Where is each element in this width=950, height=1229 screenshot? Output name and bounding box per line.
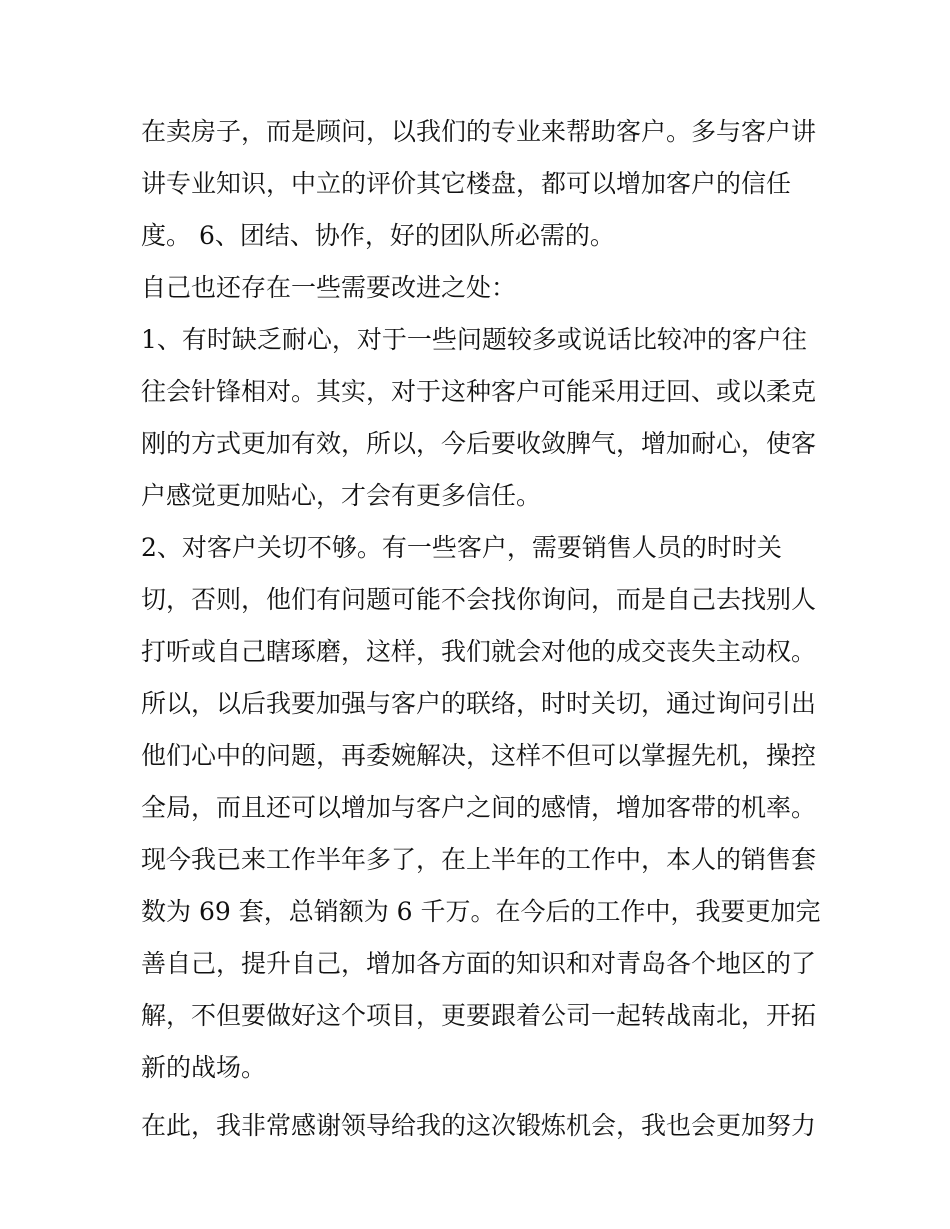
text-line: 数为 69 套，总销额为 6 千万。在今后的工作中，我要更加完 — [141, 897, 821, 926]
text-line: 善自己，提升自己，增加各方面的知识和对青岛各个地区的了 — [141, 949, 817, 978]
text-line: 现今我已来工作半年多了，在上半年的工作中，本人的销售套 — [141, 845, 817, 874]
text-line: 他们心中的问题，再委婉解决，这样不但可以掌握先机，操控 — [141, 741, 817, 770]
text-line: 全局，而且还可以增加与客户之间的感情，增加客带的机率。 — [141, 793, 817, 822]
text-line: 度。 6、团结、协作，好的团队所必需的。 — [141, 221, 615, 250]
text-line: 讲专业知识，中立的评价其它楼盘，都可以增加客户的信任 — [141, 169, 792, 198]
text-line: 新的战场。 — [141, 1053, 267, 1082]
paragraph-heading: 自己也还存在一些需要改进之处： — [141, 273, 517, 302]
text-line: 户感觉更加贴心，才会有更多信任。 — [141, 481, 542, 510]
text-line: 往会针锋相对。其实，对于这种客户可能采用迂回、或以柔克 — [141, 377, 817, 406]
text-line: 打听或自己瞎琢磨，这样，我们就会对他的成交丧失主动权。 — [141, 637, 817, 666]
text-line: 切，否则，他们有问题可能不会找你询问，而是自己去找别人 — [141, 585, 817, 614]
text-line: 所以，以后我要加强与客户的联络，时时关切，通过询问引出 — [141, 689, 817, 718]
text-line: 2、对客户关切不够。有一些客户，需要销售人员的时时关 — [141, 533, 782, 562]
text-line: 在此，我非常感谢领导给我的这次锻炼机会，我也会更加努力 — [141, 1111, 817, 1140]
text-line: 1、有时缺乏耐心，对于一些问题较多或说话比较冲的客户往 — [141, 325, 807, 354]
text-line: 解，不但要做好这个项目，更要跟着公司一起转战南北，开拓 — [141, 1001, 817, 1030]
document-body — [141, 110, 821, 1148]
text-line: 刚的方式更加有效，所以，今后要收敛脾气，增加耐心，使客 — [141, 429, 817, 458]
text-line: 在卖房子，而是顾问，以我们的专业来帮助客户。多与客户讲 — [141, 117, 817, 146]
